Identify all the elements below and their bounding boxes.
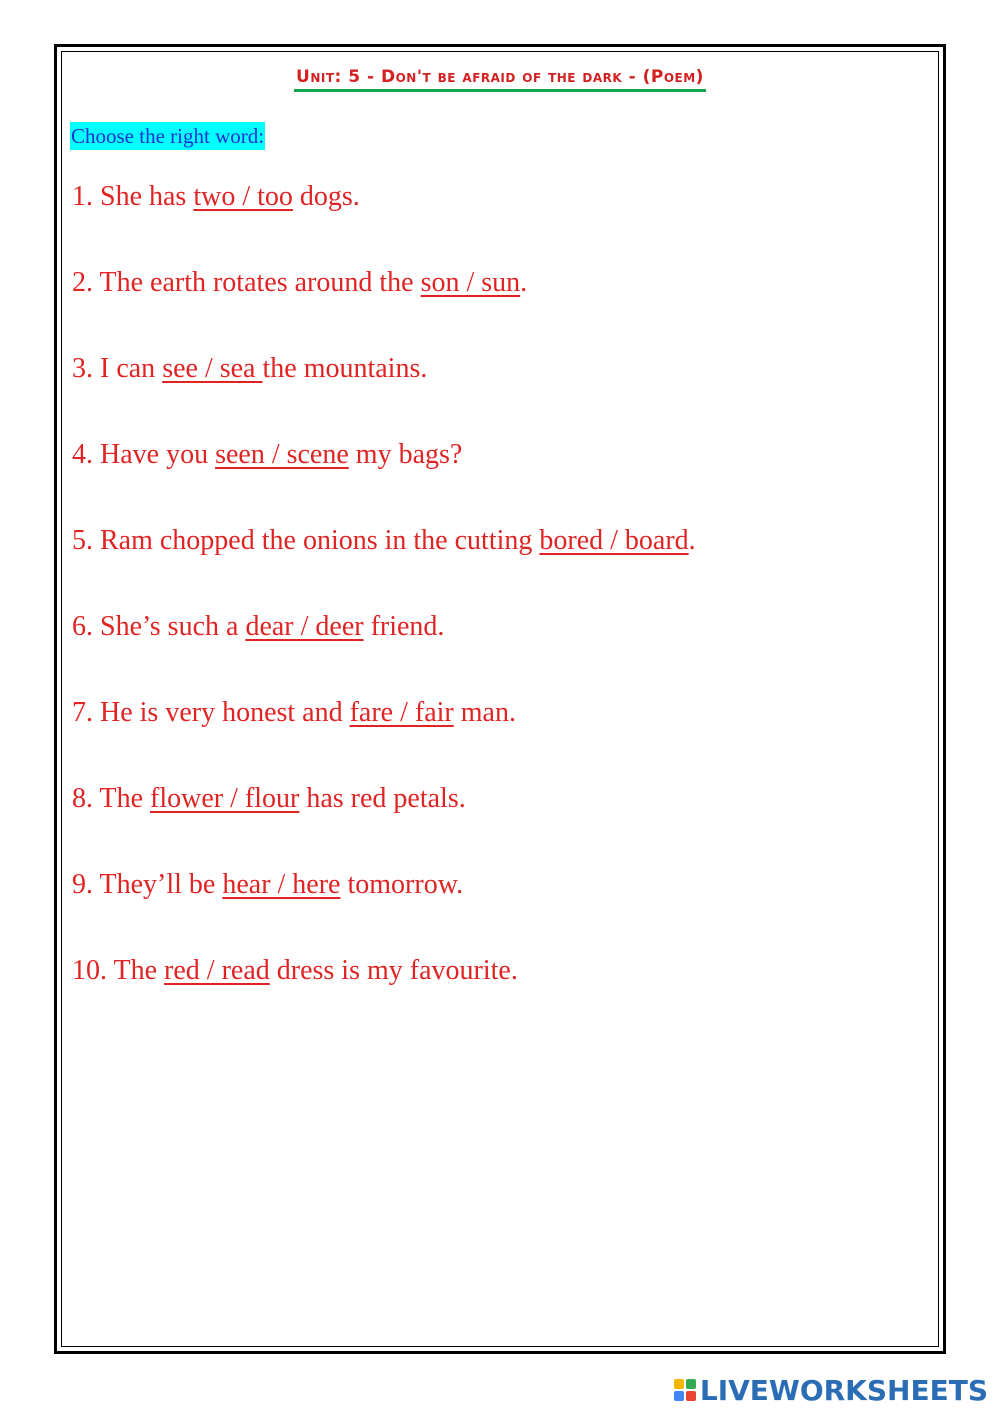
logo-square-blue bbox=[674, 1391, 684, 1401]
question-text-before: 6. She’s such a bbox=[72, 611, 246, 642]
question-8 bbox=[72, 781, 696, 817]
page-border bbox=[54, 44, 946, 1354]
question-text-after: dress is my favourite. bbox=[269, 955, 518, 986]
liveworksheets-brand[interactable] bbox=[674, 1372, 988, 1408]
answer-choice-9[interactable]: hear / here bbox=[222, 869, 341, 900]
question-text-after: friend. bbox=[363, 611, 445, 642]
question-text-before: 9. They’ll be bbox=[72, 869, 223, 900]
question-text-before: 8. The bbox=[72, 783, 151, 814]
brand-name: LIVEWORKSHEETS bbox=[699, 1373, 988, 1407]
question-text-before: 5. Ram chopped the onions in the cutting bbox=[72, 525, 540, 556]
answer-choice-7[interactable]: fare / fair bbox=[349, 697, 454, 728]
question-text-after: the mountains. bbox=[262, 353, 428, 384]
question-text-before: 2. The earth rotates around the bbox=[72, 267, 421, 298]
answer-choice-4[interactable]: seen / scene bbox=[215, 439, 349, 470]
question-9 bbox=[72, 867, 696, 903]
question-5 bbox=[72, 523, 696, 559]
instruction: Choose the right word: bbox=[71, 124, 265, 148]
question-list bbox=[72, 179, 696, 1039]
logo-square-red bbox=[686, 1391, 696, 1401]
page-border-inner bbox=[61, 51, 939, 1347]
liveworksheets-logo-icon bbox=[674, 1379, 696, 1401]
question-text-after: my bags? bbox=[348, 439, 463, 470]
question-text-before: 3. I can bbox=[72, 353, 163, 384]
question-10 bbox=[72, 953, 696, 989]
question-text-after: . bbox=[520, 267, 528, 298]
answer-choice-8[interactable]: flower / flour bbox=[150, 783, 300, 814]
answer-choice-1[interactable]: two / too bbox=[193, 181, 293, 212]
title-wrap bbox=[62, 66, 938, 92]
question-1 bbox=[72, 179, 696, 215]
logo-square-yellow bbox=[674, 1379, 684, 1389]
question-text-before: 4. Have you bbox=[72, 439, 216, 470]
answer-choice-2[interactable]: son / sun bbox=[420, 267, 521, 298]
question-text-before: 10. The bbox=[72, 955, 165, 986]
question-text-before: 7. He is very honest and bbox=[72, 697, 350, 728]
question-4 bbox=[72, 437, 696, 473]
question-text-after: tomorrow. bbox=[340, 869, 464, 900]
question-2 bbox=[72, 265, 696, 301]
question-3 bbox=[72, 351, 696, 387]
worksheet-title: Unit: 5 - Don't be afraid of the dark - (Poem) bbox=[294, 66, 706, 92]
question-text-after: . bbox=[688, 525, 696, 556]
question-7 bbox=[72, 695, 696, 731]
question-text-before: 1. She has bbox=[72, 181, 194, 212]
question-text-after: dogs. bbox=[292, 181, 360, 212]
answer-choice-6[interactable]: dear / deer bbox=[245, 611, 364, 642]
answer-choice-5[interactable]: bored / board bbox=[539, 525, 689, 556]
answer-choice-3[interactable]: see / sea bbox=[162, 353, 263, 384]
question-text-after: man. bbox=[453, 697, 516, 728]
question-6 bbox=[72, 609, 696, 645]
question-text-after: has red petals. bbox=[299, 783, 466, 814]
answer-choice-10[interactable]: red / read bbox=[164, 955, 270, 986]
logo-square-green bbox=[686, 1379, 696, 1389]
